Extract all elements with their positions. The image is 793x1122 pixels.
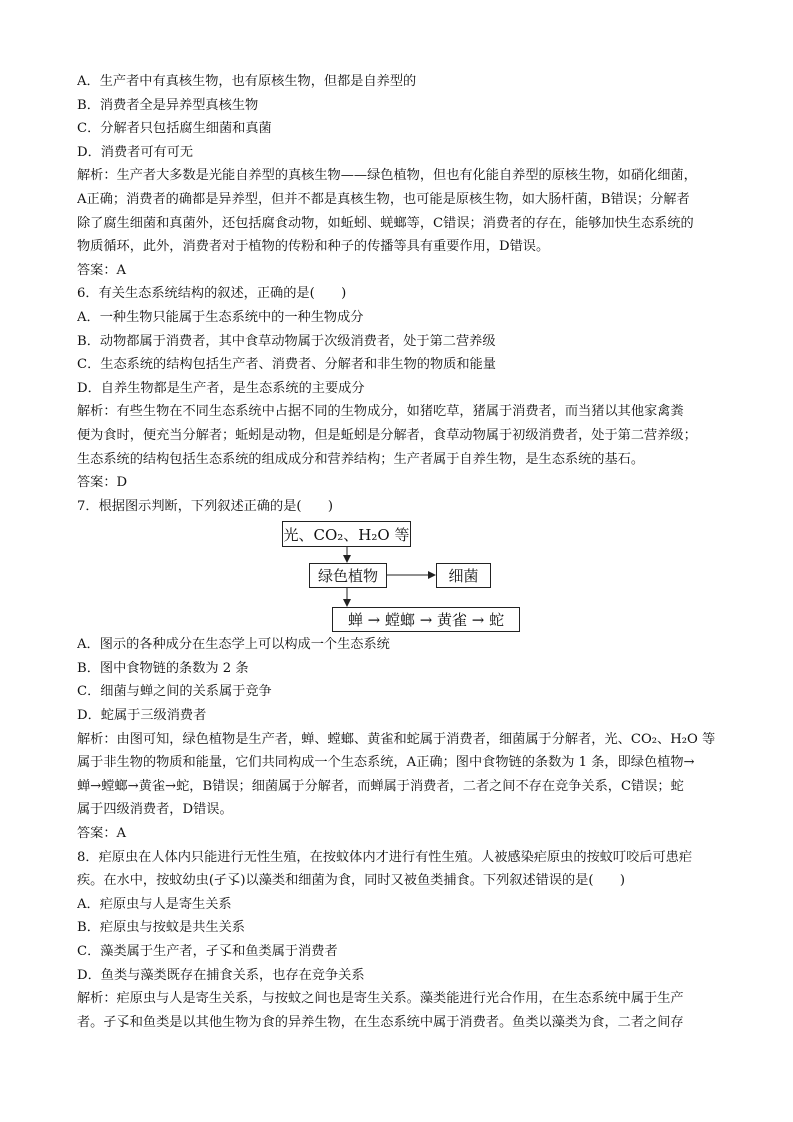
food-chain-box: 蝉 → 螳螂 → 黄雀 → 蛇 — [332, 607, 520, 632]
question-5 — [77, 70, 731, 282]
q5-analysis-line: 解析：生产者大多数是光能自养型的真核生物——绿色植物，但也有化能自养型的原核生物，如硝化细菌， — [77, 168, 697, 184]
ecosystem-diagram — [77, 518, 731, 633]
q6-option-c: C．生态系统的结构包括生产者、消费者、分解者和非生物的物质和能量 — [77, 357, 496, 373]
q6-option-d: D．自养生物都是生产者，是生态系统的主要成分 — [77, 380, 365, 396]
q7-analysis-line: 属于非生物的物质和能量，它们共同构成一个生态系统，A正确；图中食物链的条数为 1 条，即绿色植物→ — [77, 755, 695, 771]
q6-option-a: A．一种生物只能属于生态系统中的一种生物成分 — [77, 309, 364, 325]
document-page — [77, 70, 731, 1034]
q7-analysis-line: 属于四级消费者，D错误。 — [77, 802, 233, 818]
q6-answer: 答案：D — [77, 475, 128, 491]
q7-option-b: B．图中食物链的条数为 2 条 — [77, 660, 249, 676]
q8-option-b: B．疟原虫与按蚊是共生关系 — [77, 920, 245, 936]
question-7 — [77, 495, 731, 846]
q7-analysis-line: 解析：由图可知，绿色植物是生产者，蝉、螳螂、黄雀和蛇属于消费者，细菌属于分解者，光、CO₂、H₂O 等 — [77, 731, 716, 747]
q7-option-d: D．蛇属于三级消费者 — [77, 708, 207, 724]
question-8 — [77, 846, 731, 1035]
q8-analysis-line: 解析：疟原虫与人是寄生关系，与按蚊之间也是寄生关系。藻类能进行光合作用，在生态系统中属于生产 — [77, 991, 684, 1007]
q7-option-a: A．图示的各种成分在生态学上可以构成一个生态系统 — [77, 637, 390, 653]
q5-answer: 答案：A — [77, 262, 127, 278]
q6-option-b: B．动物都属于消费者，其中食草动物属于次级消费者，处于第二营养级 — [77, 333, 496, 349]
q8-option-a: A．疟原虫与人是寄生关系 — [77, 896, 232, 912]
q7-answer: 答案：A — [77, 826, 127, 842]
q7-stem: 7．根据图示判断，下列叙述正确的是( ) — [77, 498, 334, 514]
q6-analysis-line: 生态系统的结构包括生态系统的组成成分和营养结构；生产者属于自养生物，是生态系统的基石。 — [77, 451, 645, 467]
question-6 — [77, 282, 731, 494]
abiotic-factors-box: 光、CO₂、H₂O 等 — [282, 521, 411, 547]
q8-option-d: D．鱼类与藻类既存在捕食关系，也存在竞争关系 — [77, 967, 365, 983]
q6-stem: 6．有关生态系统结构的叙述，正确的是( ) — [77, 286, 347, 302]
q6-analysis-line: 解析：有些生物在不同生态系统中占据不同的生物成分，如猪吃草，猪属于消费者，而当猪以其他家禽粪 — [77, 404, 684, 420]
q5-option-c: C．分解者只包括腐生细菌和真菌 — [77, 121, 272, 137]
q5-analysis-line: 物质循环，此外，消费者对于植物的传粉和种子的传播等具有重要作用，D错误。 — [77, 239, 550, 255]
q5-analysis-line: 除了腐生细菌和真菌外，还包括腐食动物，如蚯蚓、蜣螂等，C错误；消费者的存在，能够加快生态系统的 — [77, 215, 694, 231]
q5-option-b: B．消费者全是异养型真核生物 — [77, 97, 259, 113]
q8-stem-line: 疾。在水中，按蚊幼虫(孑孓)以藻类和细菌为食，同时又被鱼类捕食。下列叙述错误的是( ) — [77, 873, 626, 889]
q5-option-a: A．生产者中有真核生物，也有原核生物，但都是自养型的 — [77, 74, 417, 89]
q8-stem-line: 8．疟原虫在人体内只能进行无性生殖，在按蚊体内才进行有性生殖。人被感染疟原虫的按蚊叮咬后可患疟 — [77, 849, 693, 865]
q5-analysis-line: A正确；消费者的确都是异养型，但并不都是真核生物，也可能是原核生物，如大肠杆菌，B错误；分解者 — [77, 191, 690, 207]
q7-option-c: C．细菌与蝉之间的关系属于竞争 — [77, 684, 272, 700]
q8-analysis-line: 者。孑孓和鱼类是以其他生物为食的异养生物，在生态系统中属于消费者。鱼类以藻类为食，二者之间存 — [77, 1014, 684, 1030]
green-plants-box: 绿色植物 — [309, 563, 387, 588]
q5-option-d: D．消费者可有可无 — [77, 144, 194, 160]
q7-analysis-line: 蝉→螳螂→黄雀→蛇，B错误；细菌属于分解者，而蝉属于消费者，二者之间不存在竞争关系，C错误；蛇 — [77, 778, 684, 794]
q6-analysis-line: 便为食时，便充当分解者；蚯蚓是动物，但是蚯蚓是分解者，食草动物属于初级消费者，处于第二营养级； — [77, 427, 697, 443]
q8-option-c: C．藻类属于生产者，孑孓和鱼类属于消费者 — [77, 944, 338, 959]
bacteria-box: 细菌 — [436, 563, 491, 588]
